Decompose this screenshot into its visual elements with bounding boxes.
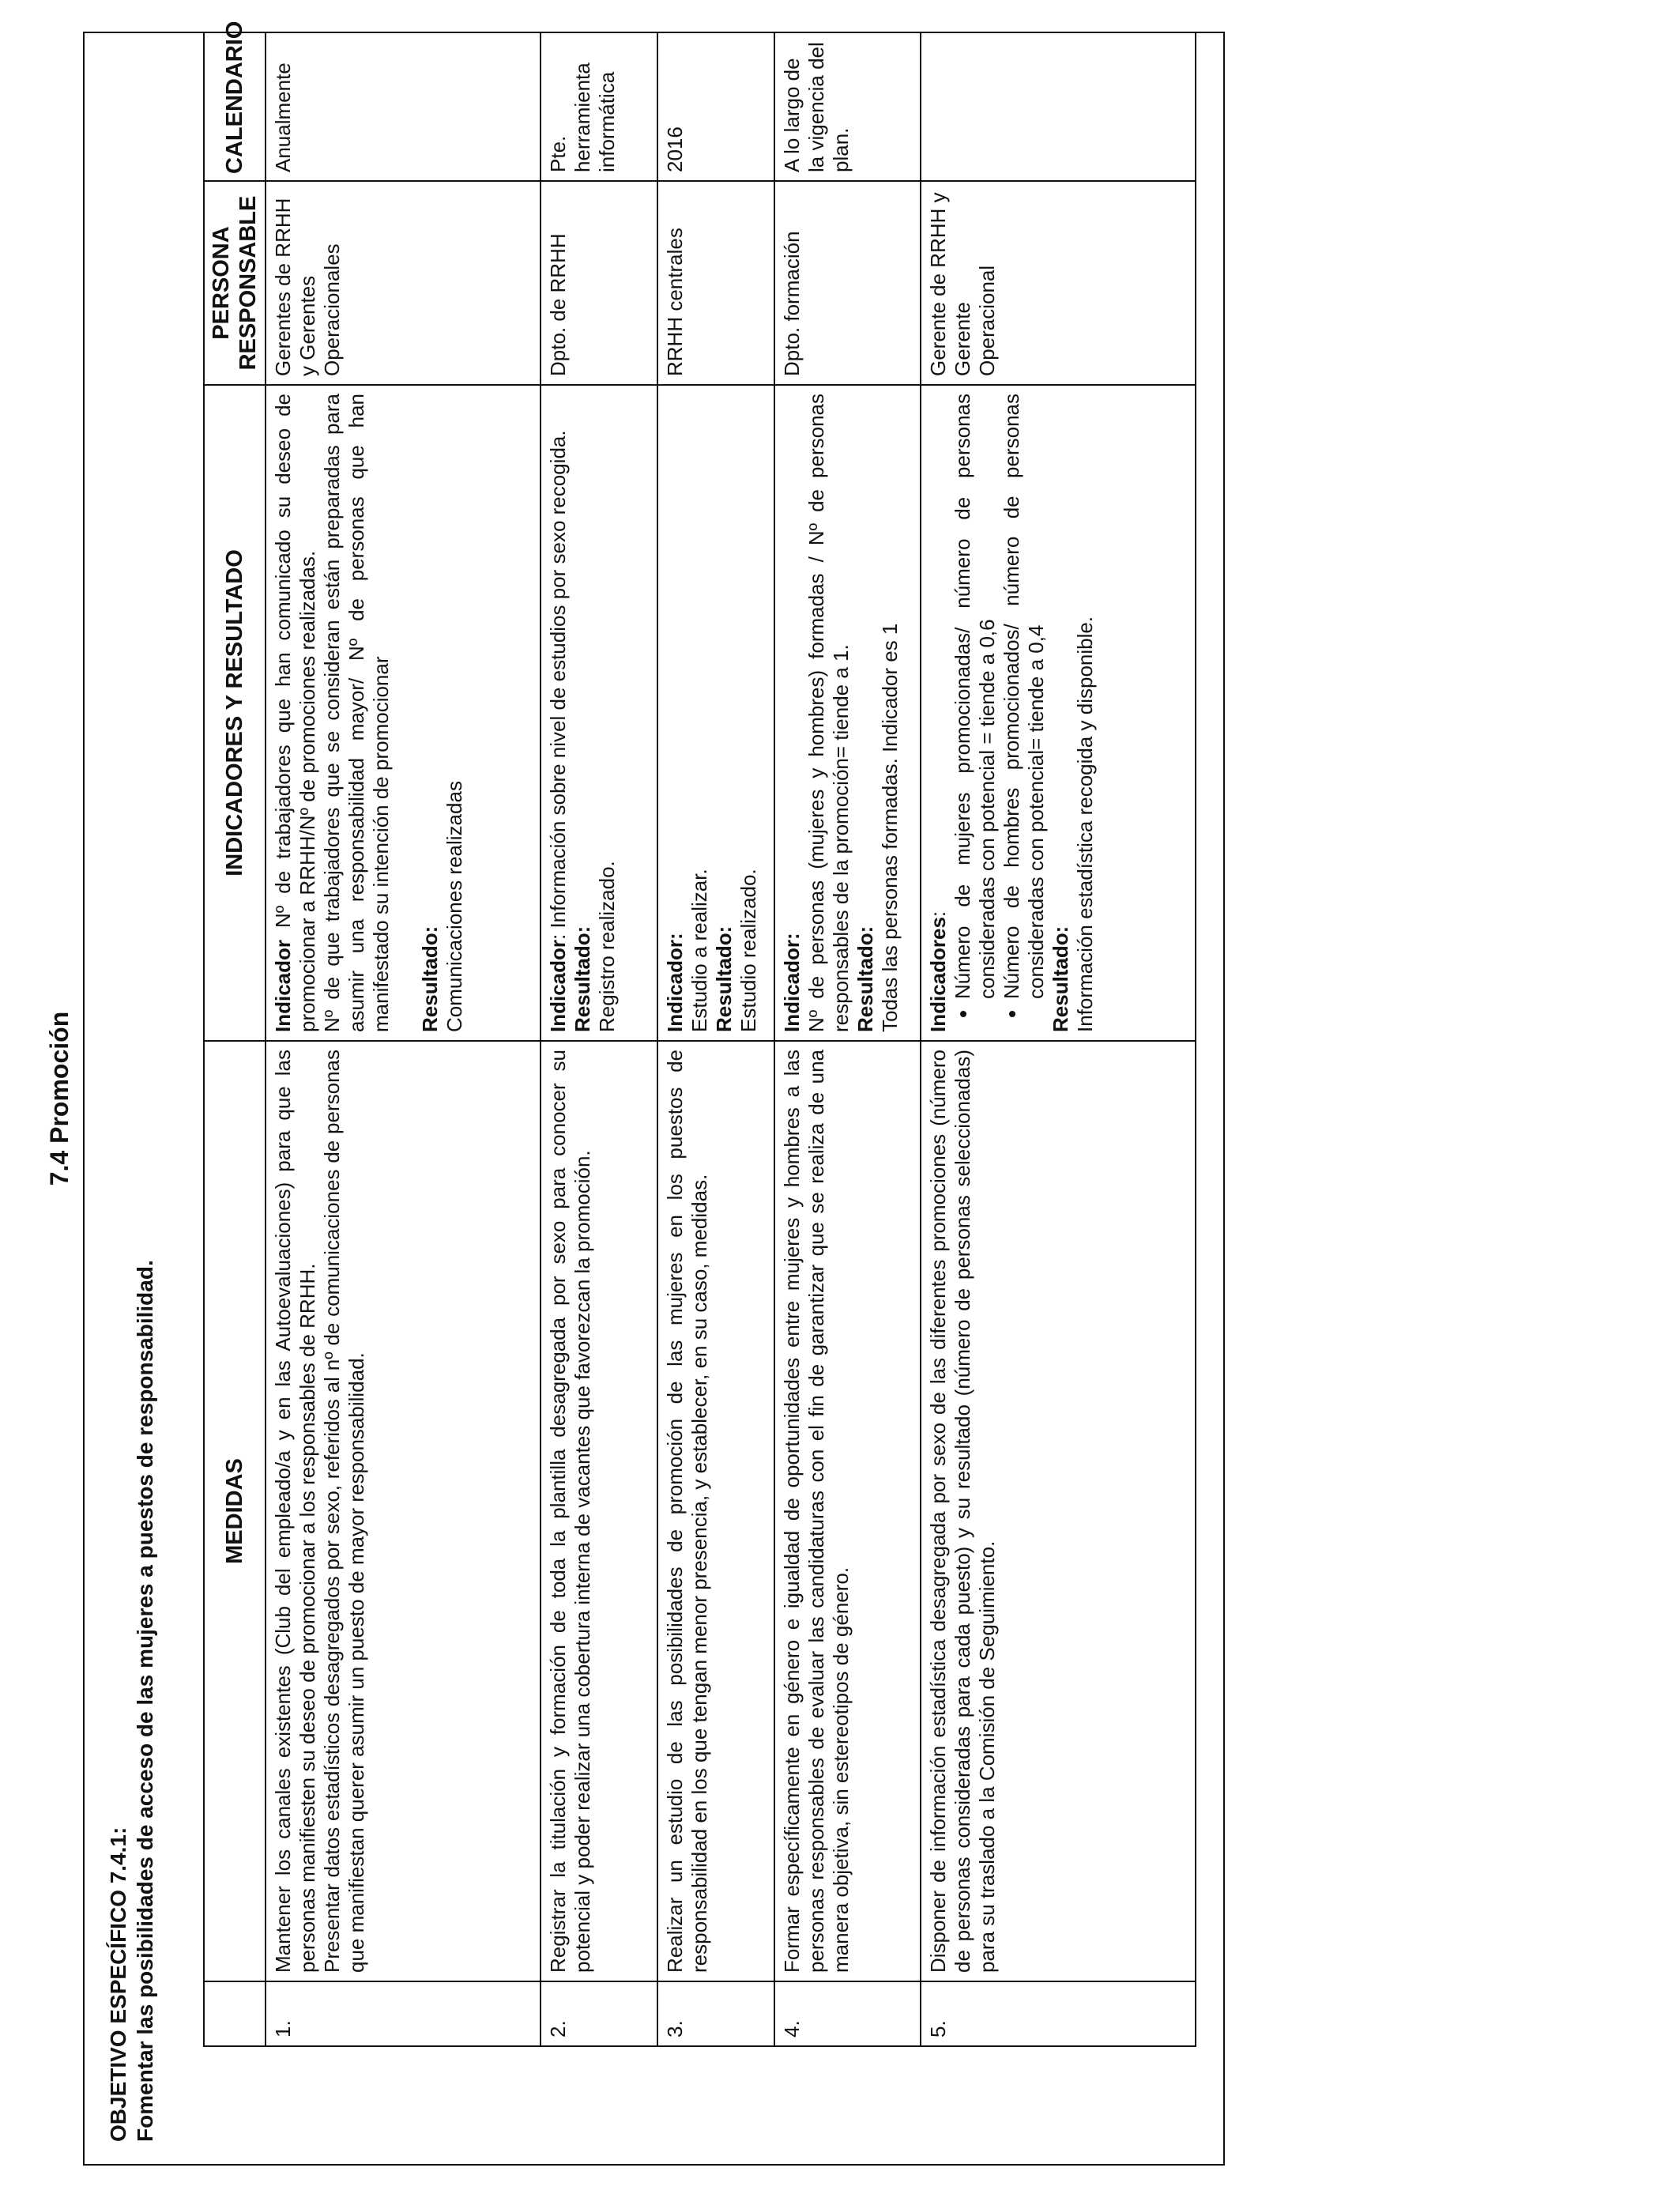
table-row xyxy=(921,32,1196,2046)
section-title: 7.4 Promoción xyxy=(45,1011,73,1186)
row-number: 5. xyxy=(921,1981,1196,2046)
resultado-text: Estudio realizado. xyxy=(736,869,760,1032)
row-persona: Dpto. formación xyxy=(774,181,921,385)
resultado-text: Registro realizado. xyxy=(595,861,619,1032)
row-persona: RRHH centrales xyxy=(657,181,774,385)
header-persona-line1: PERSONA xyxy=(209,226,234,340)
resultado-text: Todas las personas formadas. Indicador es 1 xyxy=(878,623,902,1032)
row-number: 1. xyxy=(266,1981,541,2046)
resultado-label: Resultado: xyxy=(853,925,877,1032)
resultado-label: Resultado: xyxy=(712,925,736,1032)
indicadores-suffix: : xyxy=(926,910,950,918)
table-row xyxy=(541,32,657,2046)
row-indicadores xyxy=(266,385,541,1041)
indicadores-label: Indicadores xyxy=(926,917,950,1032)
indicador-text: : Información sobre nivel de estudios por sexo recogida. xyxy=(546,430,570,940)
row-calendario: A lo largo de la vigencia del plan. xyxy=(774,32,921,181)
table-row xyxy=(266,32,541,2046)
row-medida: Disponer de información estadística desagregada por sexo de las diferentes promociones (número de personas consideradas para cada puesto) y su resultado (número de personas seleccionadas) para su traslado a la Comisión de Seguimiento. xyxy=(921,1041,1196,1981)
objective-block xyxy=(85,33,165,2164)
row-medida xyxy=(266,1041,541,1981)
row-number: 4. xyxy=(774,1981,921,2046)
row-indicadores xyxy=(541,385,657,1041)
indicador-paragraph: Nº de que trabajadores que se consideran están preparadas para asumir una responsabilidad mayor/ Nº de personas que han manifestado su intención de promocionar xyxy=(320,394,393,1032)
row-indicadores xyxy=(774,385,921,1041)
table-header-row xyxy=(204,32,266,2046)
indicadores-label-line xyxy=(926,394,951,1032)
header-calendario: CALENDARIO xyxy=(204,32,266,181)
indicador-text: Nº de trabajadores que han comunicado su deseo de promocionar a RRHH/Nº de promociones realizadas. xyxy=(271,394,319,1032)
row-calendario: Anualmente xyxy=(266,32,541,181)
row-persona: Gerente de RRHH y Gerente Operacional xyxy=(921,181,1196,385)
header-medidas: MEDIDAS xyxy=(204,1041,266,1981)
indicador-text: Nº de personas (mujeres y hombres) formadas / Nº de personas responsables de la promoción= tiende a 1. xyxy=(804,394,853,1032)
row-calendario: 2016 xyxy=(657,32,774,181)
header-persona xyxy=(204,181,266,385)
row-medida: Realizar un estudio de las posibilidades de promoción de las mujeres en los puestos de responsabilidad en los que tengan menor presencia, y establecer, en su caso, medidas. xyxy=(657,1041,774,1981)
objective-text: Fomentar las posibilidades de acceso de las mujeres a puestos de responsabilidad. xyxy=(133,1260,157,2142)
medida-paragraph: Mantener los canales existentes (Club del empleado/a y en las Autoevaluaciones) para que las personas manifiesten su deseo de promocionar a los responsables de RRHH. xyxy=(271,1050,319,1973)
indicator-bullet-list xyxy=(951,394,1049,1032)
row-indicadores xyxy=(657,385,774,1041)
indicador-label: Indicador xyxy=(546,939,570,1032)
row-number: 3. xyxy=(657,1981,774,2046)
indicador-paragraph xyxy=(271,394,320,1032)
indicador-paragraph xyxy=(546,394,571,1032)
header-persona-line2: RESPONSABLE xyxy=(235,195,261,371)
header-indicadores: INDICADORES Y RESULTADO xyxy=(204,385,266,1041)
objective-frame xyxy=(83,21,1225,2166)
resultado-text: Comunicaciones realizadas xyxy=(443,781,466,1032)
medida-paragraph: Presentar datos estadísticos desagregados por sexo, referidos al nº de comunicaciones de personas que manifiestan querer asumir un puesto de mayor responsabilidad. xyxy=(320,1050,368,1973)
row-persona: Dpto. de RRHH xyxy=(541,181,657,385)
header-number xyxy=(204,1981,266,2046)
row-indicadores xyxy=(921,385,1196,1041)
row-persona: Gerentes de RRHH y Gerentes Operacionales xyxy=(266,181,541,385)
row-calendario xyxy=(921,32,1196,181)
resultado-label: Resultado: xyxy=(418,925,442,1032)
row-number: 2. xyxy=(541,1981,657,2046)
indicador-label: Indicador: xyxy=(780,933,804,1032)
indicador-label: Indicador: xyxy=(663,933,687,1032)
resultado-label: Resultado: xyxy=(1049,925,1072,1032)
objective-label: OBJETIVO ESPECÍFICO 7.4.1: xyxy=(106,1826,130,2142)
indicador-text: Estudio a realizar. xyxy=(687,869,711,1032)
indicador-label: Indicador xyxy=(271,939,295,1032)
rotated-page xyxy=(36,21,1225,2166)
resultado-label: Resultado: xyxy=(571,925,594,1032)
table-row xyxy=(774,32,921,2046)
measures-table xyxy=(203,21,1196,2047)
list-item: • Número de hombres promocionados/ número de personas consideradas con potencial= tiende a 0,4 xyxy=(1000,394,1049,999)
resultado-text: Información estadística recogida y disponible. xyxy=(1073,616,1097,1032)
table-row xyxy=(657,32,774,2046)
list-item: • Número de mujeres promocionadas/ número de personas consideradas con potencial = tiende a 0,6 xyxy=(951,394,1000,999)
row-calendario: Pte. herramienta informática xyxy=(541,32,657,181)
row-medida: Registrar la titulación y formación de toda la plantilla desagregada por sexo para conocer su potencial y poder realizar una cobertura interna de vacantes que favorezcan la promoción. xyxy=(541,1041,657,1981)
row-medida: Formar específicamente en género e igualdad de oportunidades entre mujeres y hombres a las personas responsables de evaluar las candidaturas con el fin de garantizar que se realiza de una manera objetiva, sin estereotipos de género. xyxy=(774,1041,921,1981)
